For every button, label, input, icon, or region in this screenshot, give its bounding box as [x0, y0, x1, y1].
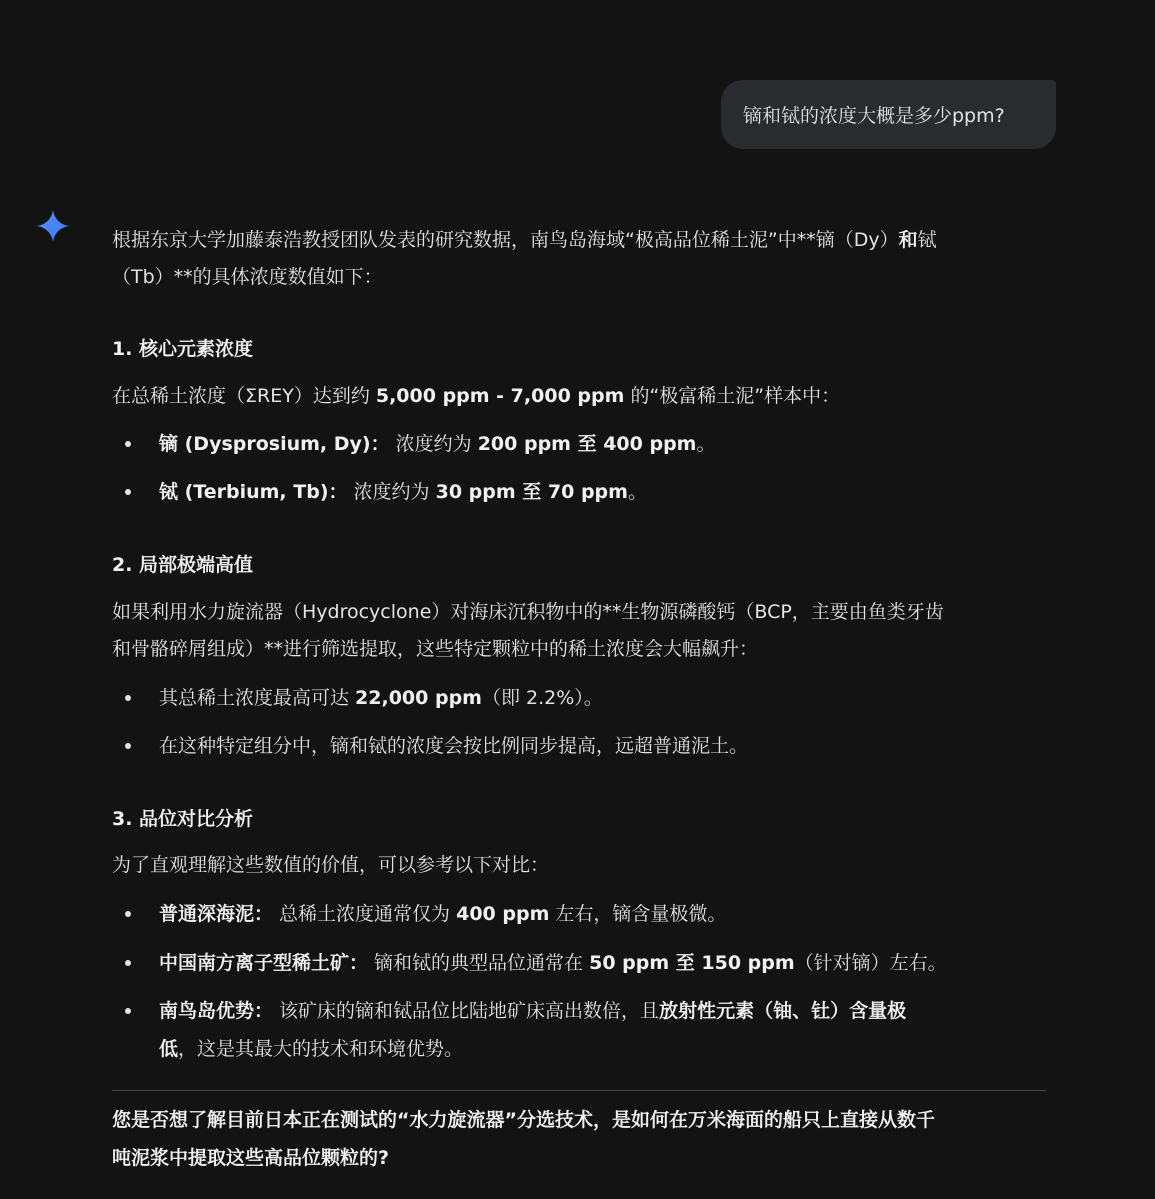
- bullet-dot: [125, 695, 131, 701]
- section2-lead-2: 和骨骼碎屑组成）**进行筛选提取，这些特定颗粒中的稀土浓度会大幅飙升：: [112, 638, 759, 660]
- intro-bold: 和: [898, 229, 918, 251]
- followup-line-2: 吨泥浆中提取这些高品位颗粒的?: [112, 1147, 390, 1169]
- item-value: 400 ppm: [456, 903, 550, 925]
- intro-line-1: [112, 221, 1047, 259]
- user-message-text: 镝和铽的浓度大概是多少ppm?: [743, 105, 1005, 127]
- section1-heading: 1. 核心元素浓度: [112, 338, 254, 360]
- item-text: 该矿床的镝和铽品位比陆地矿床高出数倍，且: [273, 1000, 660, 1022]
- followup-line-1: 您是否想了解目前日本正在测试的“水力旋流器”分选技术，是如何在万米海面的船只上直接从数千: [112, 1109, 935, 1131]
- item-label: 普通深海泥：: [159, 903, 274, 925]
- item-text-end: （针对镝）左右。: [794, 952, 947, 974]
- item-text: 在这种特定组分中，镝和铽的浓度会按比例同步提高，远超普通泥土。: [159, 735, 749, 757]
- item-value: 50 ppm 至 150 ppm: [589, 952, 795, 974]
- bullet-dot: [125, 489, 131, 495]
- item-value: 放射性元素（铀、钍）含量极: [659, 1000, 907, 1022]
- item-text: 总稀土浓度通常仅为: [273, 903, 457, 925]
- lead-text-2: 的“极富稀土泥”样本中：: [624, 385, 841, 407]
- item-value-cont: 低: [159, 1038, 179, 1060]
- item-text-end: ，这是其最大的技术和环境优势。: [178, 1038, 464, 1060]
- section1-lead: [112, 377, 1047, 415]
- lead-text: 在总稀土浓度（ΣREY）达到约: [112, 385, 376, 407]
- section3-lead: 为了直观理解这些数值的价值，可以参考以下对比：: [112, 854, 550, 876]
- item-text-end: 左右，镝含量极微。: [549, 903, 727, 925]
- section2-lead-1: 如果利用水力旋流器（Hydrocyclone）对海床沉积物中的**生物源磷酸钙（BCP，主要由鱼类牙齿: [112, 601, 944, 623]
- item-text: 浓度约为: [389, 433, 478, 455]
- section3-heading: 3. 品位对比分析: [112, 808, 254, 830]
- item-value: 30 ppm 至 70 ppm: [435, 481, 628, 503]
- item-text: 其总稀土浓度最高可达: [159, 687, 356, 709]
- bullet-dot: [125, 1008, 131, 1014]
- section2-heading: 2. 局部极端高值: [112, 554, 254, 576]
- user-message-bubble: [721, 80, 1056, 149]
- bullet-dot: [125, 441, 131, 447]
- item-text-end: 。: [627, 481, 647, 503]
- section-divider: [112, 1090, 1046, 1091]
- bullet-dot: [125, 960, 131, 966]
- bullet-dot: [125, 911, 131, 917]
- item-text-end: 。: [696, 433, 716, 455]
- item-label: 南鸟岛优势：: [159, 1000, 274, 1022]
- intro-text-2: 铽: [917, 229, 937, 251]
- bullet-dot: [125, 743, 131, 749]
- item-label: 中国南方离子型稀土矿：: [159, 952, 369, 974]
- item-text: 浓度约为: [347, 481, 436, 503]
- item-text: 镝和铽的典型品位通常在: [368, 952, 590, 974]
- item-value: 200 ppm 至 400 ppm: [477, 433, 697, 455]
- intro-line-2: （Tb）**的具体浓度数值如下：: [112, 266, 383, 288]
- item-label: 铽 (Terbium, Tb)：: [159, 481, 348, 503]
- gemini-spark-icon: [35, 208, 71, 244]
- item-label: 镝 (Dysprosium, Dy)：: [159, 433, 390, 455]
- lead-value: 5,000 ppm - 7,000 ppm: [375, 385, 625, 407]
- item-text-end: （即 2.2%）。: [481, 687, 603, 709]
- intro-text: 根据东京大学加藤泰浩教授团队发表的研究数据，南鸟岛海域“极高品位稀土泥”中**镝（Dy）: [112, 229, 899, 251]
- item-value: 22,000 ppm: [355, 687, 482, 709]
